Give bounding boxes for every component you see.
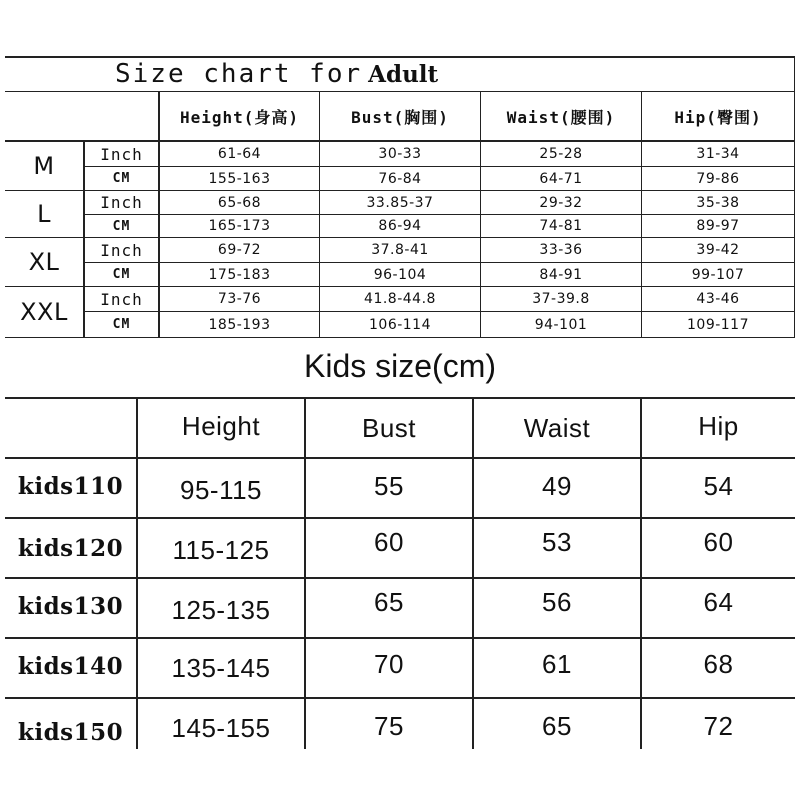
adult-right-border xyxy=(794,56,795,338)
adult-value-cell: 106-114 xyxy=(369,316,431,333)
adult-value-cell: 89-97 xyxy=(696,218,740,234)
adult-value-cell: 31-34 xyxy=(696,146,740,162)
adult-value-cell: 64-71 xyxy=(539,170,583,187)
adult-unit-inch: Inch xyxy=(100,289,143,309)
adult-value-cell: 109-117 xyxy=(687,316,749,333)
adult-value-cell: 39-42 xyxy=(696,242,740,258)
adult-value-cell: 35-38 xyxy=(696,194,740,211)
adult-value-cell: 37-39.8 xyxy=(532,291,590,307)
kids-value-cell: 61 xyxy=(542,648,572,679)
adult-value-cell: 33-36 xyxy=(539,242,583,258)
adult-value-cell: 79-86 xyxy=(696,170,740,187)
adult-value-cell: 84-91 xyxy=(539,266,583,283)
kids-value-cell: 72 xyxy=(703,710,734,741)
adult-value-cell: 61-64 xyxy=(217,146,262,162)
adult-value-cell: 165-173 xyxy=(208,218,271,234)
adult-header-hip: Hip(臀围) xyxy=(674,107,762,127)
kids-value-cell: 70 xyxy=(374,648,404,679)
kids-row-label: kids130 xyxy=(17,592,124,620)
kids-value-cell: 55 xyxy=(374,470,404,501)
adult-value-cell: 76-84 xyxy=(378,170,422,187)
adult-unit-cm: CM xyxy=(112,317,131,332)
kids-value-cell: 65 xyxy=(374,586,404,617)
kids-row-label: kids150 xyxy=(17,718,124,746)
adult-value-cell: 96-104 xyxy=(373,266,427,283)
adult-title-text: Size chart for xyxy=(115,59,363,89)
adult-value-cell: 73-76 xyxy=(217,291,262,307)
adult-value-cell: 74-81 xyxy=(539,218,583,234)
kids-value-cell: 60 xyxy=(374,526,404,557)
adult-unit-inch: Inch xyxy=(100,193,143,212)
kids-value-cell: 75 xyxy=(374,710,404,741)
kids-header-waist: Waist xyxy=(523,412,591,443)
adult-value-cell: 175-183 xyxy=(208,266,271,283)
adult-value-cell: 29-32 xyxy=(539,194,583,211)
kids-header-hip: Hip xyxy=(698,410,739,441)
adult-title-word: Adult xyxy=(368,60,439,88)
kids-value-cell: 56 xyxy=(542,586,572,617)
kids-value-cell: 115-125 xyxy=(172,534,270,565)
adult-value-cell: 69-72 xyxy=(217,242,262,258)
kids-value-cell: 53 xyxy=(542,526,572,557)
kids-chart-title: Kids size(cm) xyxy=(303,348,496,384)
adult-value-cell: 37.8-41 xyxy=(371,242,429,258)
adult-value-cell: 41.8-44.8 xyxy=(364,291,436,307)
adult-unit-cm: CM xyxy=(112,267,131,282)
adult-value-cell: 99-107 xyxy=(691,266,745,283)
adult-chart-title xyxy=(115,57,438,91)
adult-header-waist: Waist(腰围) xyxy=(506,107,616,127)
adult-value-cell: 30-33 xyxy=(378,146,422,162)
adult-value-cell: 185-193 xyxy=(208,316,271,333)
kids-row-label: kids140 xyxy=(17,652,124,680)
adult-value-cell: 33.85-37 xyxy=(366,194,434,211)
adult-unit-cm: CM xyxy=(112,171,131,186)
adult-bottom-border xyxy=(5,337,795,338)
kids-value-cell: 95-115 xyxy=(179,474,263,505)
kids-row-label: kids110 xyxy=(17,472,124,500)
adult-size-chart xyxy=(5,56,795,338)
adult-unit-inch: Inch xyxy=(100,144,143,164)
kids-value-cell: 64 xyxy=(703,586,734,617)
kids-value-cell: 145-155 xyxy=(171,712,271,743)
adult-size-label: XL xyxy=(28,248,60,276)
kids-value-cell: 54 xyxy=(703,470,734,501)
kids-header-height: Height xyxy=(181,410,261,441)
adult-value-cell: 94-101 xyxy=(534,316,588,333)
kids-size-chart xyxy=(5,397,795,749)
adult-size-label: XXL xyxy=(20,298,68,326)
adult-size-label: M xyxy=(33,152,55,180)
adult-value-cell: 86-94 xyxy=(378,218,422,234)
adult-value-cell: 43-46 xyxy=(696,291,740,307)
adult-value-cell: 155-163 xyxy=(208,170,271,187)
kids-value-cell: 135-145 xyxy=(171,652,271,683)
adult-header-height: Height(身高) xyxy=(179,107,300,127)
kids-value-cell: 125-135 xyxy=(171,594,271,625)
adult-value-cell: 25-28 xyxy=(539,146,583,162)
adult-unit-inch: Inch xyxy=(100,240,143,260)
kids-value-cell: 49 xyxy=(542,470,572,501)
adult-value-cell: 65-68 xyxy=(217,194,262,211)
kids-value-cell: 60 xyxy=(703,526,734,557)
adult-size-label: L xyxy=(37,200,51,228)
kids-value-cell: 68 xyxy=(703,648,734,679)
adult-unit-cm: CM xyxy=(112,218,131,234)
kids-row-label: kids120 xyxy=(17,534,124,562)
kids-value-cell: 65 xyxy=(542,710,572,741)
kids-header-bust: Bust xyxy=(361,412,417,443)
adult-header-bust: Bust(胸围) xyxy=(351,107,449,127)
